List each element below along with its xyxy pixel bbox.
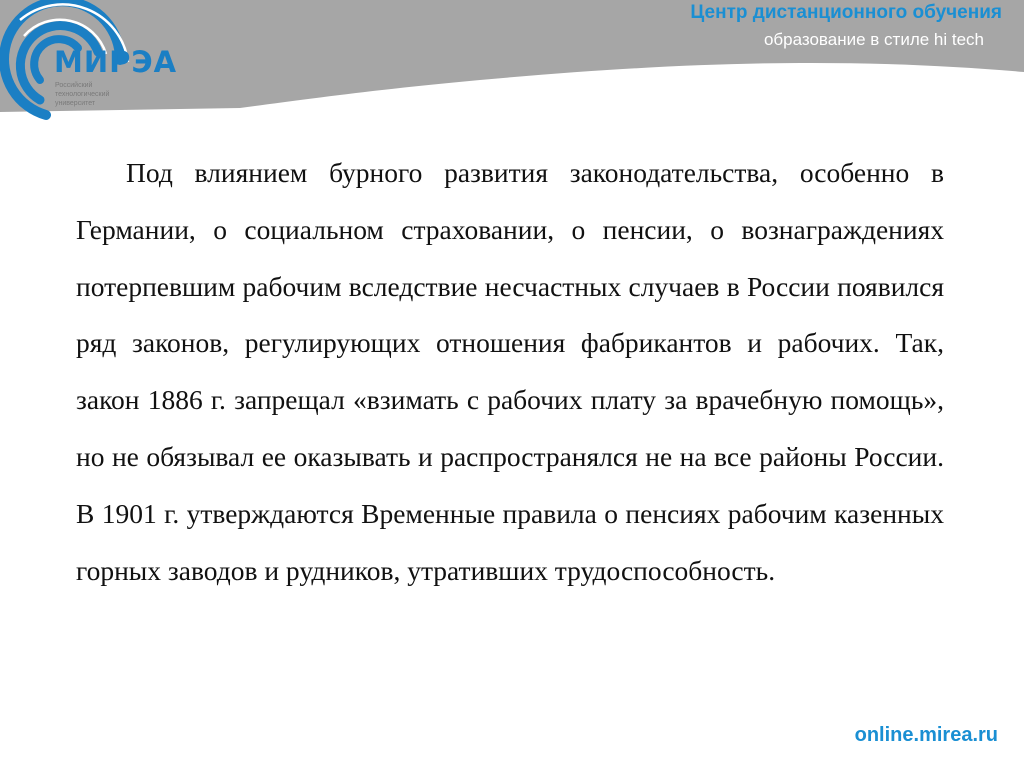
mirea-logo bbox=[0, 0, 180, 125]
brand-subtitle: образование в стиле hi tech bbox=[763, 30, 984, 49]
logo-caption: Российский технологический университет bbox=[55, 82, 110, 107]
logo-wordmark: МИРЭА bbox=[54, 45, 178, 79]
brand-title: Центр дистанционного обучения bbox=[690, 2, 1002, 23]
footer-url: online.mirea.ru bbox=[854, 724, 998, 746]
body-paragraph: Под влиянием бурного развития законодательства, особенно в Германии, о социальном страховании, о пенсии, о вознаграждениях потерпевшим рабочим вследствие несчастных случаев в России появился ряд законов, регулирующих отношения фабрикантов и рабочих. Так, закон 1886 г. запрещал «взимать с рабочих плату за врачебную помощь», но не обязывал ее оказывать и распространялся не на все районы России. В 1901 г. утверждаются Временные правила о пенсиях рабочим казенных горных заводов и рудников, утративших трудоспособность. bbox=[76, 157, 944, 586]
